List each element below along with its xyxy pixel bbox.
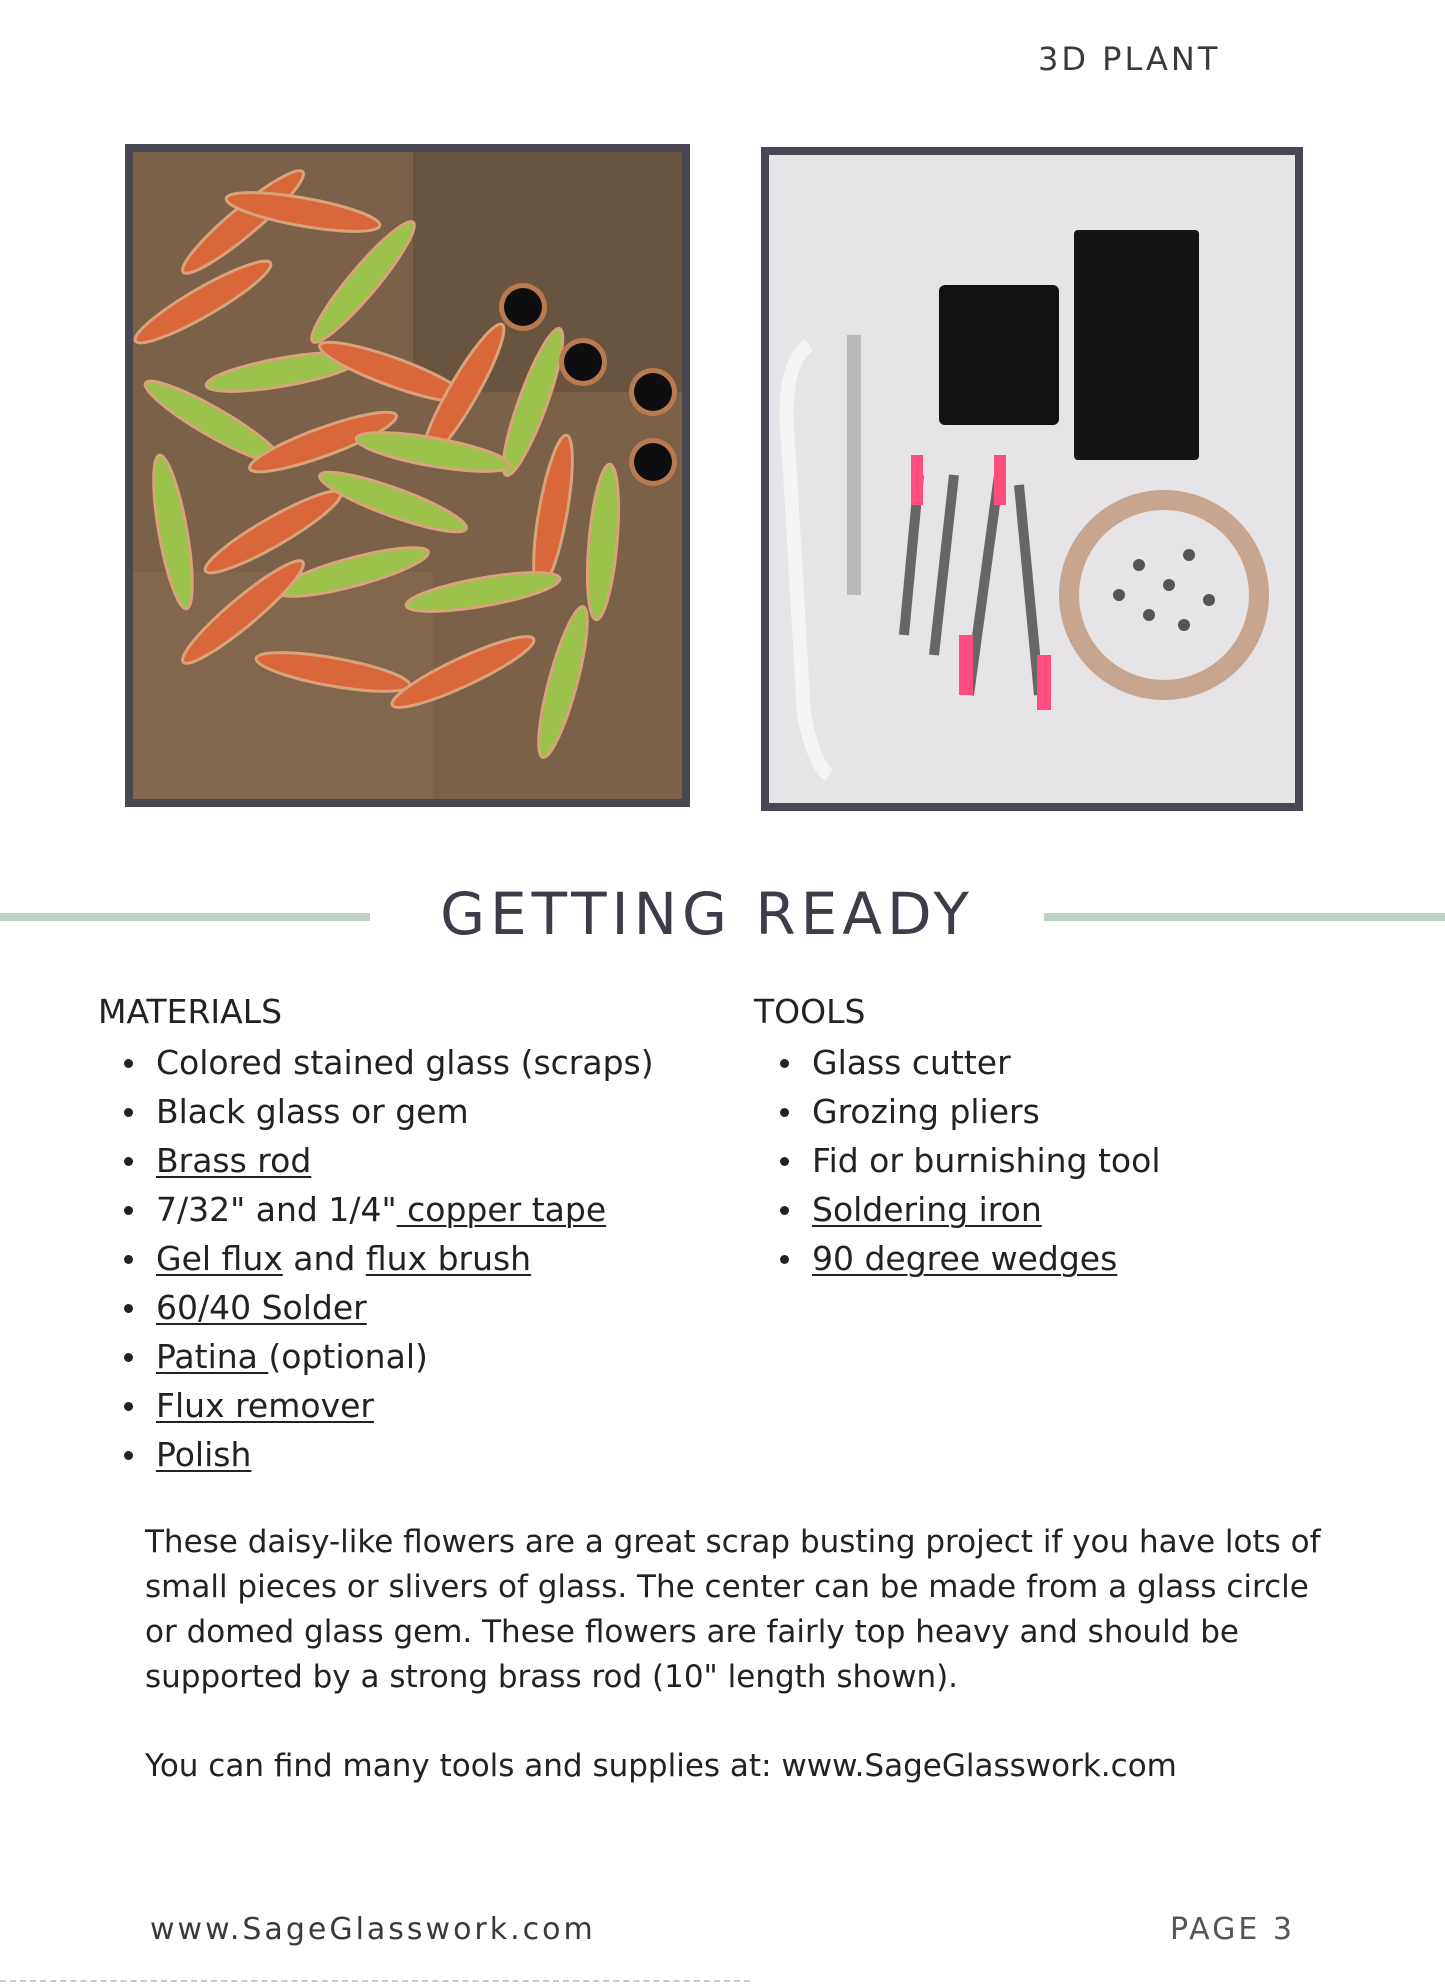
list-item bbox=[156, 1332, 698, 1381]
list-item bbox=[812, 1038, 1314, 1087]
list-item bbox=[156, 1283, 698, 1332]
footer-url: www.SageGlasswork.com bbox=[150, 1912, 596, 1947]
section-rule-left bbox=[0, 913, 370, 921]
list-item-text: and bbox=[282, 1239, 366, 1278]
list-item-text: (optional) bbox=[268, 1337, 428, 1376]
document-header-title: 3D PLANT bbox=[1038, 40, 1221, 78]
list-item bbox=[156, 1038, 698, 1087]
list-item bbox=[156, 1234, 698, 1283]
list-item bbox=[812, 1087, 1314, 1136]
supply-link[interactable]: flux brush bbox=[365, 1239, 532, 1278]
supply-link[interactable]: Soldering iron bbox=[812, 1190, 1042, 1229]
list-item bbox=[812, 1234, 1314, 1283]
tools-column bbox=[754, 992, 1314, 1283]
materials-column bbox=[98, 992, 698, 1479]
supply-link[interactable]: Brass rod bbox=[156, 1141, 312, 1180]
tools-list bbox=[754, 1038, 1314, 1283]
tools-heading: TOOLS bbox=[754, 992, 866, 1031]
bottom-divider bbox=[0, 1980, 750, 1982]
materials-list bbox=[98, 1038, 698, 1479]
section-rule-right bbox=[1044, 913, 1445, 921]
supply-link[interactable]: 90 degree wedges bbox=[812, 1239, 1118, 1278]
list-item-text: Black glass or gem bbox=[156, 1092, 469, 1131]
list-item-text: Grozing pliers bbox=[812, 1092, 1040, 1131]
list-item bbox=[156, 1136, 698, 1185]
supply-link[interactable]: Patina bbox=[156, 1337, 269, 1376]
list-item-text: 7/32" and 1/4" bbox=[156, 1190, 397, 1229]
list-item bbox=[156, 1381, 698, 1430]
list-item-text: Glass cutter bbox=[812, 1043, 1011, 1082]
list-item-text: Colored stained glass (scraps) bbox=[156, 1043, 654, 1082]
list-item bbox=[812, 1185, 1314, 1234]
list-item bbox=[156, 1430, 698, 1479]
footer-page-number: PAGE 3 bbox=[1170, 1912, 1295, 1947]
supply-link[interactable]: Flux remover bbox=[156, 1386, 374, 1425]
supply-link[interactable]: Polish bbox=[156, 1435, 252, 1474]
glass-pieces-photo bbox=[125, 144, 690, 807]
tools-photo bbox=[761, 147, 1303, 811]
intro-paragraph: These daisy-like flowers are a great scrap busting project if you have lots of small pieces or slivers of glass. The center can be made from a glass circle or domed glass gem. These flowers are fairly top heavy and should be supported by a strong brass rod (10" length shown). bbox=[145, 1524, 1321, 1695]
supply-link[interactable]: Gel flux bbox=[156, 1239, 283, 1278]
supply-link[interactable]: copper tape bbox=[396, 1190, 607, 1229]
list-item bbox=[156, 1087, 698, 1136]
list-item bbox=[812, 1136, 1314, 1185]
supply-link[interactable]: 60/40 Solder bbox=[156, 1288, 367, 1327]
section-title: GETTING READY bbox=[440, 880, 974, 948]
supplies-paragraph: You can find many tools and supplies at: www.SageGlasswork.com bbox=[145, 1748, 1177, 1784]
list-item bbox=[156, 1185, 698, 1234]
materials-heading: MATERIALS bbox=[98, 992, 283, 1031]
list-item-text: Fid or burnishing tool bbox=[812, 1141, 1161, 1180]
